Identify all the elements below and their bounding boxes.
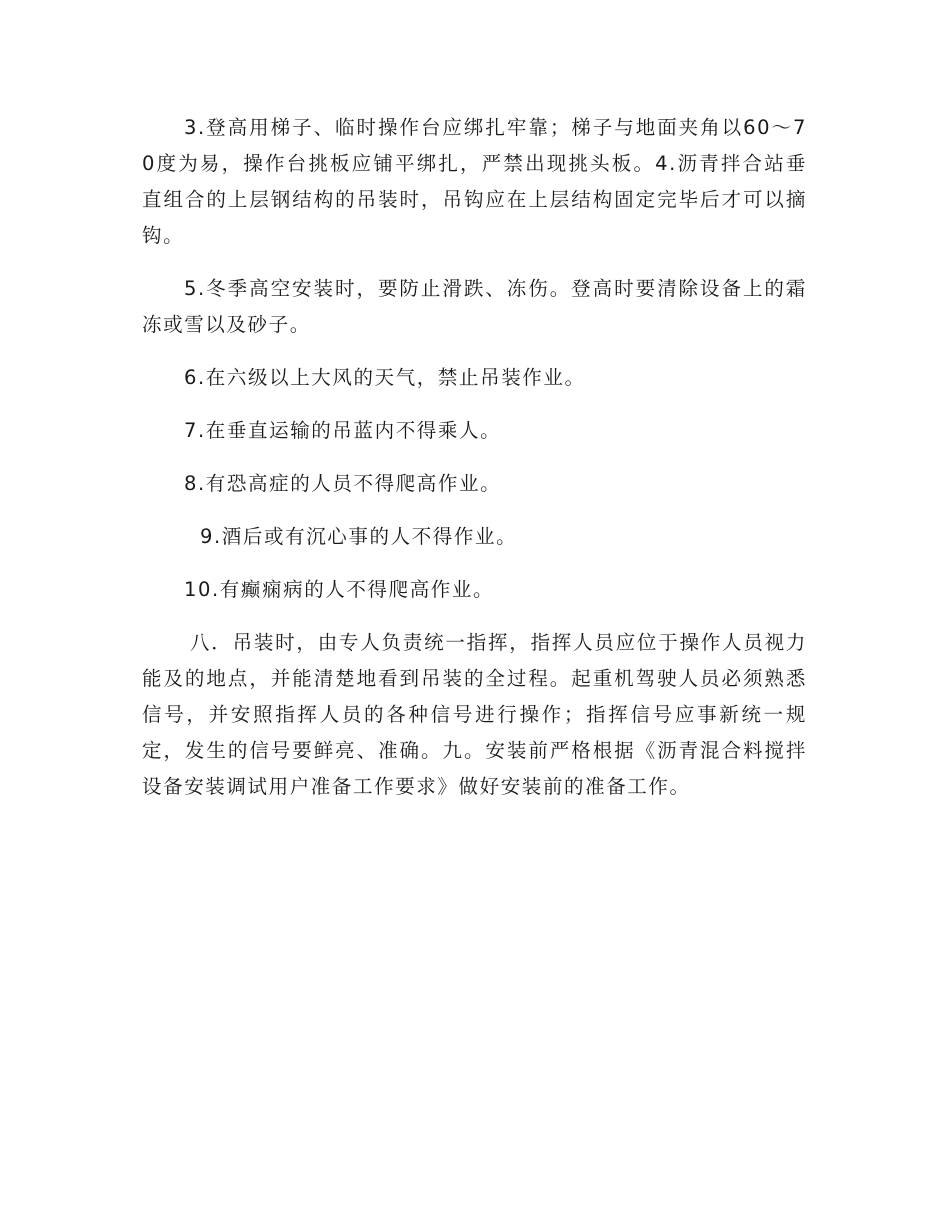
paragraph-item-5: 5.冬季高空安装时，要防止滑跌、冻伤。登高时要清除设备上的霜冻或雪以及砂子。 <box>142 277 807 336</box>
paragraph-item-10: 10.有癫痫病的人不得爬高作业。 <box>184 578 495 601</box>
document-body <box>142 110 807 822</box>
paragraph-item-6: 6.在六级以上大风的天气，禁止吊装作业。 <box>184 366 586 389</box>
paragraph-item-9: 9.酒后或有沉心事的人不得作业。 <box>200 525 518 548</box>
paragraph-item-8: 8.有恐高症的人员不得爬高作业。 <box>184 472 502 495</box>
paragraph-item-7: 7.在垂直运输的吊蓝内不得乘人。 <box>184 419 502 442</box>
paragraph-item-3-4: 3.登高用梯子、临时操作台应绑扎牢靠；梯子与地面夹角以60～70度为易，操作台挑板应铺平绑扎，严禁出现挑头板。4.沥青拌合站垂直组合的上层钢结构的吊装时，吊钩应在上层结构固定完毕后才可以摘钩。 <box>142 116 807 247</box>
paragraph-section-8-9: 八．吊装时，由专人负责统一指挥，指挥人员应位于操作人员视力能及的地点，并能清楚地看到吊装的全过程。起重机驾驶人员必须熟悉信号，并安照指挥人员的各种信号进行操作；指挥信号应事新统一规定，发生的信号要鲜亮、准确。九。安装前严格根据《沥青混合料搅拌设备安装调试用户准备工作要求》做好安装前的准备工作。 <box>142 631 807 798</box>
